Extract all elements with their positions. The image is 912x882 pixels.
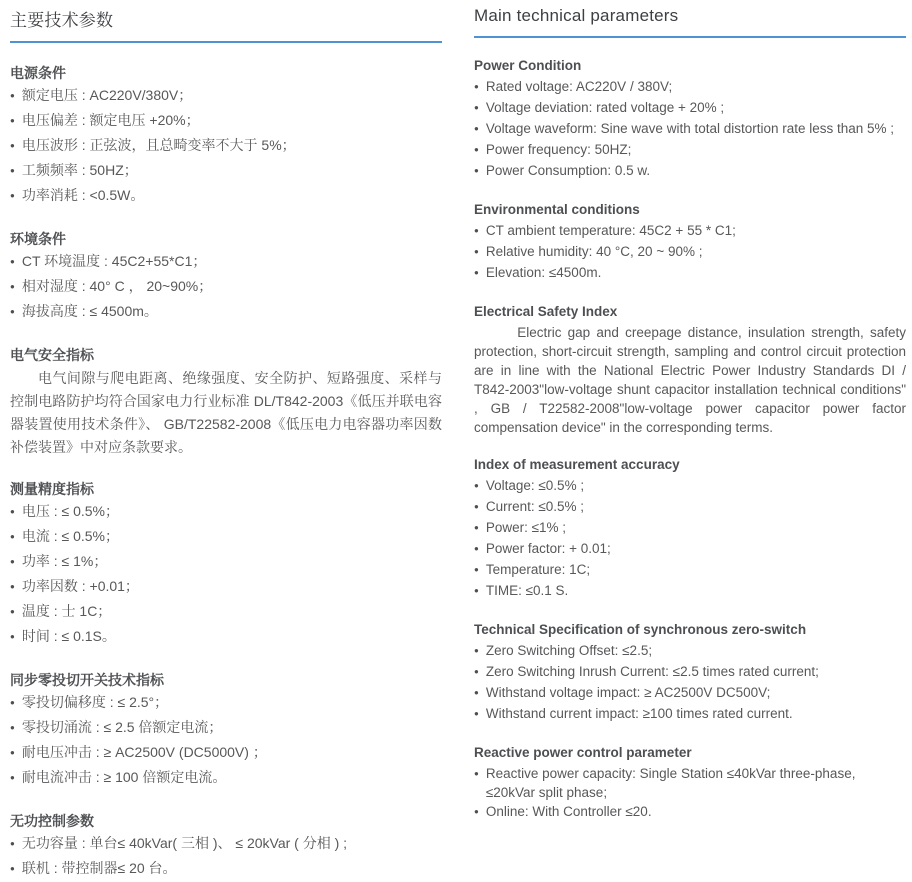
bullet-text: 额定电压 : AC220V/380V； [21,87,193,103]
list-item [10,134,442,159]
bullet-icon: ● [474,103,479,112]
bullet-icon: ● [474,807,479,816]
bullet-icon: ● [10,532,15,541]
title-divider [474,36,906,38]
list-item [10,716,442,741]
page-title-zh: 主要技术参数 [10,11,114,30]
bullet-list [474,221,906,284]
bullet-icon: ● [474,544,479,553]
bullet-icon: ● [10,723,15,732]
section-heading-environment-en: Environmental conditions [474,202,640,217]
list-item [474,497,906,518]
section-heading-reactive-power-zh: 无功控制参数 [10,813,94,829]
bullet-text: CT 环境温度 : 45C2+55*C1； [21,253,207,269]
bullet-icon: ● [474,268,479,277]
bullet-icon: ● [10,507,15,516]
bullet-text: 联机 : 带控制器≤ 20 台。 [21,860,177,876]
bullet-text: Power factor: + 0.01; [485,541,611,556]
list-item [10,525,442,550]
bullet-text: 无功容量 : 单台≤ 40kVar( 三相 )、 ≤ 20kVar ( 分相 ) ; [21,835,348,851]
bullet-icon: ● [10,191,15,200]
list-item [474,476,906,497]
bullet-icon: ● [474,226,479,235]
column-chinese [10,6,442,882]
bullet-icon: ● [474,145,479,154]
bullet-text: 电压波形 : 正弦波，且总畸变率不大于 5%； [21,137,296,153]
list-item [10,109,442,134]
list-item [474,98,906,119]
bullet-icon: ● [474,565,479,574]
bullet-icon: ● [10,557,15,566]
bullet-text: 耐电流冲击 : ≥ 100 倍额定电流。 [21,769,227,785]
bullet-icon: ● [10,257,15,266]
bullet-icon: ● [10,166,15,175]
list-item [474,704,906,725]
bullet-text: Power: ≤1% ; [485,520,567,535]
bullet-text: Power Consumption: 0.5 w. [485,163,651,178]
section-heading-electrical-safety-zh: 电气安全指标 [10,347,94,363]
bullet-icon: ● [474,688,479,697]
bullet-icon: ● [10,607,15,616]
bullet-text: Zero Switching Offset: ≤2.5; [485,643,653,658]
bullet-icon: ● [10,141,15,150]
section-heading-reactive-power-en: Reactive power control parameter [474,745,692,760]
list-item [474,161,906,182]
bullet-icon: ● [474,247,479,256]
bullet-icon: ● [474,667,479,676]
list-item [10,832,442,857]
bullet-text: 温度 : 士 1C； [21,603,112,619]
bullet-text: Withstand voltage impact: ≥ AC2500V DC500V; [485,685,771,700]
section-heading-electrical-safety-en: Electrical Safety Index [474,304,618,319]
section-heading-measurement-accuracy-zh: 测量精度指标 [10,481,94,497]
bullet-text: 耐电压冲击 : ≥ AC2500V (DC5000V) ； [21,744,267,760]
bullet-icon: ● [474,586,479,595]
list-item [10,250,442,275]
bullet-text: 电压偏差 : 额定电压 +20%； [21,112,200,128]
bullet-text: TIME: ≤0.1 S. [485,583,569,598]
bullet-icon: ● [474,82,479,91]
bullet-text: Power frequency: 50HZ; [485,142,632,157]
list-item [10,159,442,184]
bullet-text: Voltage: ≤0.5% ; [485,478,585,493]
bullet-text: Online: With Controller ≤20. [485,804,652,819]
bullet-text: Current: ≤0.5% ; [485,499,585,514]
bullet-icon: ● [10,839,15,848]
bullet-text: CT ambient temperature: 45C2 + 55 * C1; [485,223,736,238]
list-item [10,766,442,791]
bullet-list [474,77,906,182]
bullet-text: 海拔高度 : ≤ 4500m。 [21,303,158,319]
bullet-text: 时间 : ≤ 0.1S。 [21,628,116,644]
section-heading-measurement-accuracy-en: Index of measurement accuracy [474,457,680,472]
bullet-text: 功率因数 : +0.01； [21,578,139,594]
list-item [10,600,442,625]
list-item [10,84,442,109]
bullet-list [474,641,906,725]
bullet-text: 零投切涌流 : ≤ 2.5 倍额定电流； [21,719,223,735]
bullet-icon: ● [10,632,15,641]
bullet-icon: ● [474,481,479,490]
list-item [474,119,906,140]
list-item [10,300,442,325]
list-item [10,741,442,766]
section-heading-environment-zh: 环境条件 [10,231,66,247]
list-item [474,662,906,683]
list-item [10,275,442,300]
bullet-icon: ● [474,523,479,532]
bullet-icon: ● [10,582,15,591]
bullet-icon: ● [474,769,479,778]
bullet-list [10,84,442,209]
bullet-text: Withstand current impact: ≥100 times rated current. [485,706,793,721]
bullet-icon: ● [10,282,15,291]
bullet-text: Rated voltage: AC220V / 380V; [485,79,673,94]
bullet-text: Elevation: ≤4500m. [485,265,602,280]
bullet-text: 相对湿度 : 40° C ， 20~90%； [21,278,213,294]
bullet-text: Relative humidity: 40 °C, 20 ~ 90% ; [485,244,703,259]
list-item [10,691,442,716]
bullet-icon: ● [10,864,15,873]
section-heading-power-zh: 电源条件 [10,65,66,81]
title-divider [10,41,442,43]
bullet-text: 功率 : ≤ 1%； [21,553,108,569]
list-item [474,560,906,581]
bullet-list [10,250,442,325]
list-item [10,857,442,882]
bullet-text: Voltage waveform: Sine wave with total distortion rate less than 5% ; [485,121,895,136]
column-english [474,6,906,882]
page-title-en: Main technical parameters [474,6,679,25]
list-item [474,518,906,539]
bullet-text: 工频频率 : 50HZ； [21,162,138,178]
list-item [474,539,906,560]
bullet-icon: ● [10,748,15,757]
bullet-list [10,691,442,791]
section-heading-zero-switch-en: Technical Specification of synchronous zero-switch [474,622,807,637]
list-item [474,263,906,284]
bullet-text: 零投切偏移度 : ≤ 2.5°； [21,694,169,710]
list-item [474,764,906,802]
list-item [474,581,906,602]
section-paragraph-electrical-safety-zh: 电气间隙与爬电距离、绝缘强度、安全防护、短路强度、采样与控制电路防护均符合国家电力行业标准 DL/T842-2003《低压并联电容器装置使用技术条件》、 GB/T22582-2008《低压电力电容器功率因数补偿装置》中对应条款要求。 [10,370,442,455]
bullet-icon: ● [10,116,15,125]
bullet-list [10,500,442,650]
list-item [474,242,906,263]
bullet-icon: ● [474,124,479,133]
list-item [10,625,442,650]
bullet-icon: ● [474,502,479,511]
bullet-icon: ● [474,709,479,718]
bullet-icon: ● [10,773,15,782]
bullet-text: 电压 : ≤ 0.5%； [21,503,119,519]
list-item [474,802,906,823]
bullet-icon: ● [10,698,15,707]
list-item [474,641,906,662]
section-heading-zero-switch-zh: 同步零投切开关技术指标 [10,672,164,688]
list-item [10,575,442,600]
section-paragraph-electrical-safety-en: Electric gap and creepage distance, insulation strength, safety protection, short-circuit strength, sampling and control circuit protection are in line with the National Electric Power Industry Standards DI / T842-2003"low-voltage shunt capacitor installation technical conditions" , GB / T22582-2008"low-voltage power capacitor power factor compensation device" in the corresponding terms. [474,325,906,435]
bullet-text: Zero Switching Inrush Current: ≤2.5 times rated current; [485,664,819,679]
list-item [10,500,442,525]
bullet-icon: ● [10,91,15,100]
bullet-text: 功率消耗 : <0.5W。 [21,187,145,203]
bullet-icon: ● [10,307,15,316]
bullet-text: Temperature: 1C; [485,562,591,577]
section-heading-power-en: Power Condition [474,58,582,73]
bullet-list [474,764,906,823]
bullet-text: 电流 : ≤ 0.5%； [21,528,119,544]
bullet-list [474,476,906,602]
bullet-text: Voltage deviation: rated voltage + 20% ; [485,100,725,115]
list-item [10,184,442,209]
list-item [474,221,906,242]
list-item [10,550,442,575]
bullet-icon: ● [474,646,479,655]
list-item [474,140,906,161]
bullet-text: Reactive power capacity: Single Station ≤40kVar three-phase, ≤20kVar split phase; [485,766,856,800]
bullet-list [10,832,442,882]
list-item [474,683,906,704]
list-item [474,77,906,98]
bullet-icon: ● [474,166,479,175]
